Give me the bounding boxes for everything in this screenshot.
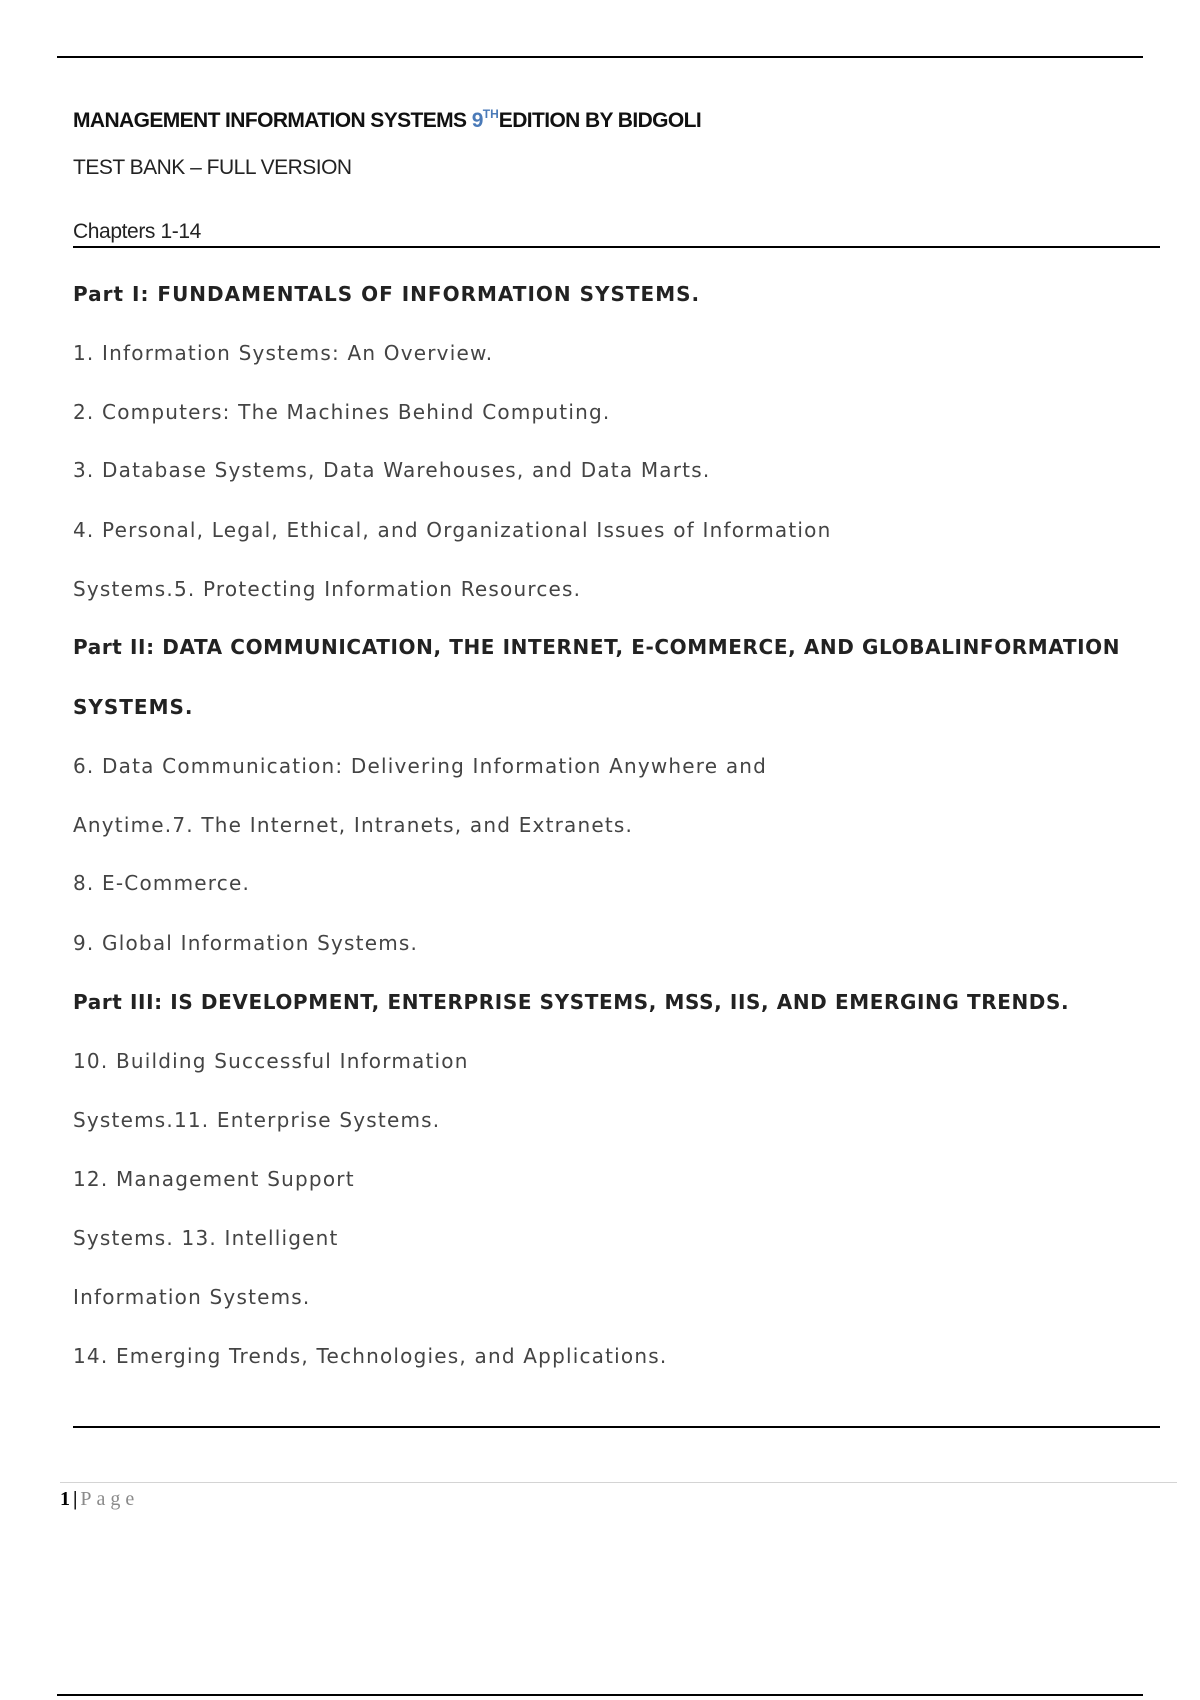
footer-separator: | <box>73 1488 78 1510</box>
chapters-label: Chapters 1-14 <box>73 220 201 243</box>
chapter-line: Anytime.7. The Internet, Intranets, and Extranets. <box>73 813 634 837</box>
chapter-line: 1. Information Systems: An Overview. <box>73 341 494 365</box>
chapter-line: Systems.5. Protecting Information Resources. <box>73 577 582 601</box>
part-heading: Part I: FUNDAMENTALS OF INFORMATION SYSTEMS. <box>73 282 701 306</box>
top-rule <box>57 56 1143 58</box>
chapter-line: Systems. 13. Intelligent <box>73 1226 339 1250</box>
part-heading: Part III: IS DEVELOPMENT, ENTERPRISE SYSTEMS, MSS, IIS, AND EMERGING TRENDS. <box>73 990 1070 1014</box>
document-subtitle: TEST BANK – FULL VERSION <box>73 156 352 179</box>
edition-suffix: TH <box>482 107 499 121</box>
chapter-line: 3. Database Systems, Data Warehouses, and Data Marts. <box>73 458 711 482</box>
title-suffix: EDITION BY BIDGOLI <box>498 109 702 132</box>
chapter-line: 9. Global Information Systems. <box>73 931 419 955</box>
chapter-line: 14. Emerging Trends, Technologies, and Applications. <box>73 1344 668 1368</box>
part-heading: Part II: DATA COMMUNICATION, THE INTERNET, E-COMMERCE, AND GLOBALINFORMATION <box>73 635 1121 659</box>
part-heading-continued: SYSTEMS. <box>73 695 194 719</box>
page-footer <box>60 1488 139 1511</box>
footer-rule <box>60 1482 1177 1483</box>
document-title <box>73 107 701 133</box>
chapter-line: Information Systems. <box>73 1285 311 1309</box>
chapters-rule <box>73 246 1160 248</box>
title-prefix: MANAGEMENT INFORMATION SYSTEMS <box>73 109 472 132</box>
chapter-line: 4. Personal, Legal, Ethical, and Organizational Issues of Information <box>73 518 832 542</box>
bottom-rule <box>57 1694 1143 1696</box>
chapter-line: 8. E-Commerce. <box>73 871 251 895</box>
chapter-line: 12. Management Support <box>73 1167 355 1191</box>
chapter-line: 6. Data Communication: Delivering Information Anywhere and <box>73 754 768 778</box>
page-label: Page <box>80 1488 140 1510</box>
page-number: 1 <box>60 1488 70 1510</box>
chapter-line: 10. Building Successful Information <box>73 1049 469 1073</box>
chapter-line: 2. Computers: The Machines Behind Computing. <box>73 400 611 424</box>
contents-end-rule <box>73 1426 1160 1428</box>
chapter-line: Systems.11. Enterprise Systems. <box>73 1108 441 1132</box>
edition-number: 9 <box>471 109 483 132</box>
